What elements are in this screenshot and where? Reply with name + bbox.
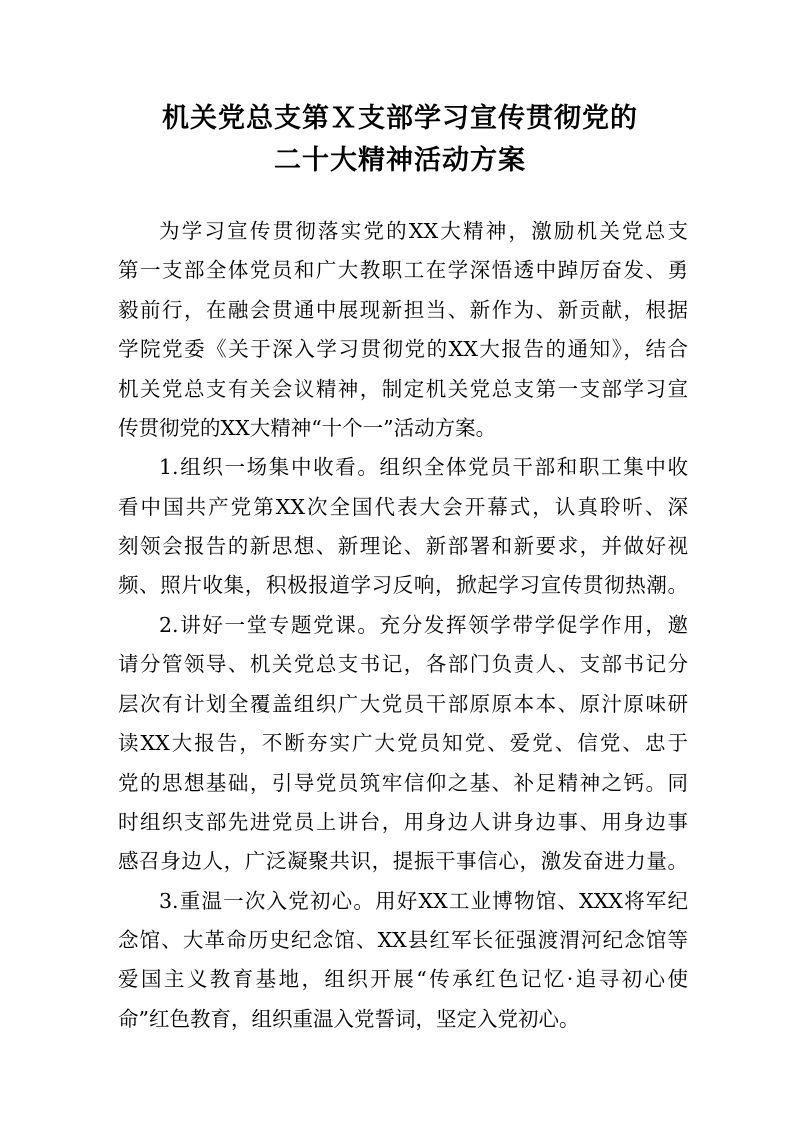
text-line: 1.组织一场集中收看。组织全体党员干部和职工集中收: [159, 455, 688, 479]
text-line: 频、照片收集，积极报道学习反响，掀起学习宣传贯彻热潮。: [118, 573, 688, 597]
title-line-2: 二十大精神活动方案: [274, 145, 526, 176]
text-line: 机关党总支有关会议精神，制定机关党总支第一支部学习宣: [118, 377, 688, 401]
text-line: 请分管领导、机关党总支书记，各部门负责人、支部书记分: [118, 652, 688, 676]
text-line: 感召身边人，广泛凝聚共识，提振干事信心，激发奋进力量。: [118, 849, 688, 873]
document-title: [0, 98, 800, 182]
text-line: 读XX大报告，不断夯实广大党员知党、爱党、信党、忠于: [118, 731, 688, 755]
text-line: 时组织支部先进党员上讲台，用身边人讲身边事、用身边事: [118, 810, 688, 834]
text-line: 命”红色教育，组织重温入党誓词，坚定入党初心。: [118, 1007, 580, 1031]
text-line: 为学习宣传贯彻落实党的XX大精神，激励机关党总支: [159, 219, 688, 243]
text-line: 刻领会报告的新思想、新理论、新部署和新要求，并做好视: [118, 534, 688, 558]
text-line: 2.讲好一堂专题党课。充分发挥领学带学促学作用，邀: [159, 613, 688, 637]
text-line: 看中国共产党第XX次全国代表大会开幕式，认真聆听、深: [118, 495, 688, 519]
text-line: 毅前行，在融会贯通中展现新担当、新作为、新贡献，根据: [118, 298, 688, 322]
text-line: 念馆、大革命历史纪念馆、XX县红军长征强渡渭河纪念馆等: [118, 928, 688, 952]
text-line: 层次有计划全覆盖组织广大党员干部原原本本、原汁原味研: [118, 692, 688, 716]
text-line: 学院党委《关于深入学习贯彻党的XX大报告的通知》，结合: [118, 337, 688, 361]
text-line: 爱国主义教育基地，组织开展“传承红色记忆·追寻初心使: [118, 967, 688, 991]
text-line: 党的思想基础，引导党员筑牢信仰之基、补足精神之钙。同: [118, 771, 688, 795]
title-line-1: 机关党总支第Ｘ支部学习宣传贯彻党的: [162, 103, 638, 134]
text-line: 传贯彻党的XX大精神“十个一”活动方案。: [118, 416, 497, 440]
text-line: 3.重温一次入党初心。用好XX工业博物馆、XXX将军纪: [159, 889, 688, 913]
text-line: 第一支部全体党员和广大教职工在学深悟透中踔厉奋发、勇: [118, 258, 688, 282]
